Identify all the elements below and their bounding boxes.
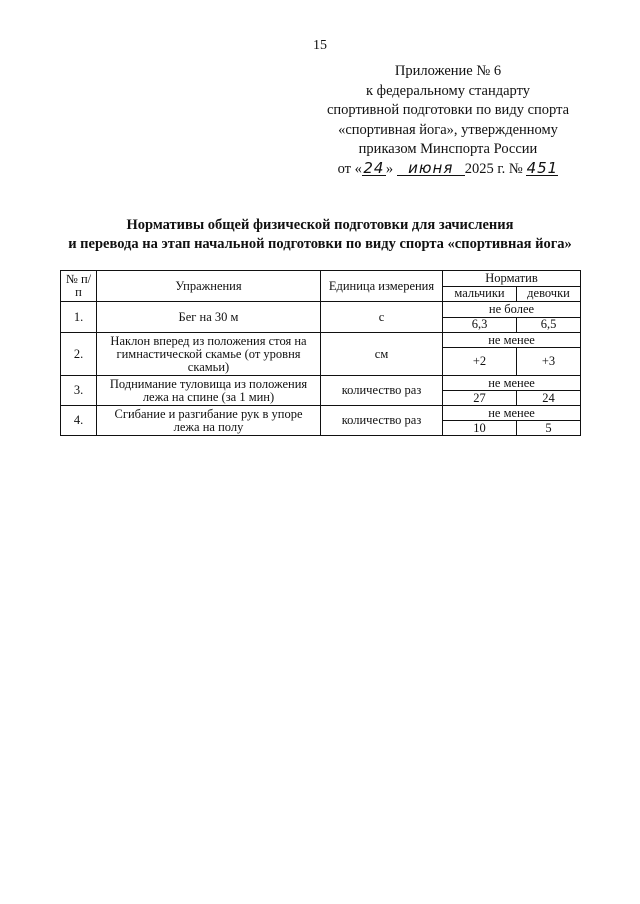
order-day: 24 <box>363 158 385 177</box>
row-unit: с <box>321 302 443 333</box>
page-number: 15 <box>313 38 327 53</box>
row-boys-value: +2 <box>443 348 517 376</box>
header-row <box>61 271 581 287</box>
table-row <box>61 302 581 318</box>
table-row <box>61 406 581 421</box>
row-exercise: Сгибание и разгибание рук в упоре лежа на полу <box>97 406 321 436</box>
appendix-line: приказом Минспорта России <box>358 141 538 157</box>
table-row <box>61 333 581 348</box>
order-mid: » <box>385 160 394 177</box>
row-exercise: Поднимание туловища из положения лежа на спине (за 1 мин) <box>97 376 321 406</box>
appendix-line: «спортивная йога», утвержденному <box>338 121 558 138</box>
table-row <box>61 376 581 391</box>
document-title <box>0 216 640 254</box>
row-num: 3. <box>61 376 97 406</box>
header-boys: мальчики <box>443 286 517 302</box>
header-exercise: Упражнения <box>97 271 321 302</box>
order-month: июня <box>397 161 465 176</box>
order-line <box>298 160 598 180</box>
row-girls-value: +3 <box>517 348 581 376</box>
row-qualifier: не менее <box>443 333 581 348</box>
row-unit: количество раз <box>321 406 443 436</box>
row-num: 2. <box>61 333 97 376</box>
title-line-1: Нормативы общей физической подготовки для зачисления <box>126 217 514 233</box>
header-norm: Норматив <box>443 271 581 287</box>
row-exercise: Наклон вперед из положения стоя на гимнастической скамье (от уровня скамьи) <box>97 333 321 376</box>
row-qualifier: не менее <box>443 376 581 391</box>
row-unit: см <box>321 333 443 376</box>
row-num: 4. <box>61 406 97 436</box>
row-girls-value: 6,5 <box>517 317 581 333</box>
row-boys-value: 10 <box>443 421 517 436</box>
row-boys-value: 27 <box>443 391 517 406</box>
row-num: 1. <box>61 302 97 333</box>
title-line-2: и перевода на этап начальной подготовки по виду спорта «спортивная йога» <box>68 236 572 252</box>
appendix-title: Приложение № 6 <box>394 63 502 79</box>
appendix-block <box>298 62 598 179</box>
header-unit: Единица измерения <box>321 271 443 302</box>
row-qualifier: не менее <box>443 406 581 421</box>
appendix-line: к федеральному стандарту <box>366 82 530 99</box>
row-girls-value: 5 <box>517 421 581 436</box>
row-girls-value: 24 <box>517 391 581 406</box>
order-prefix: от « <box>337 160 362 177</box>
row-exercise: Бег на 30 м <box>97 302 321 333</box>
norms-table <box>60 270 581 436</box>
order-number: 451 <box>526 158 559 177</box>
appendix-line: спортивной подготовки по виду спорта <box>326 102 570 118</box>
row-unit: количество раз <box>321 376 443 406</box>
header-num: № п/п <box>61 271 97 302</box>
row-boys-value: 6,3 <box>443 317 517 333</box>
order-year: 2025 г. № <box>464 160 523 177</box>
row-qualifier: не более <box>443 302 581 318</box>
header-girls: девочки <box>517 286 581 302</box>
